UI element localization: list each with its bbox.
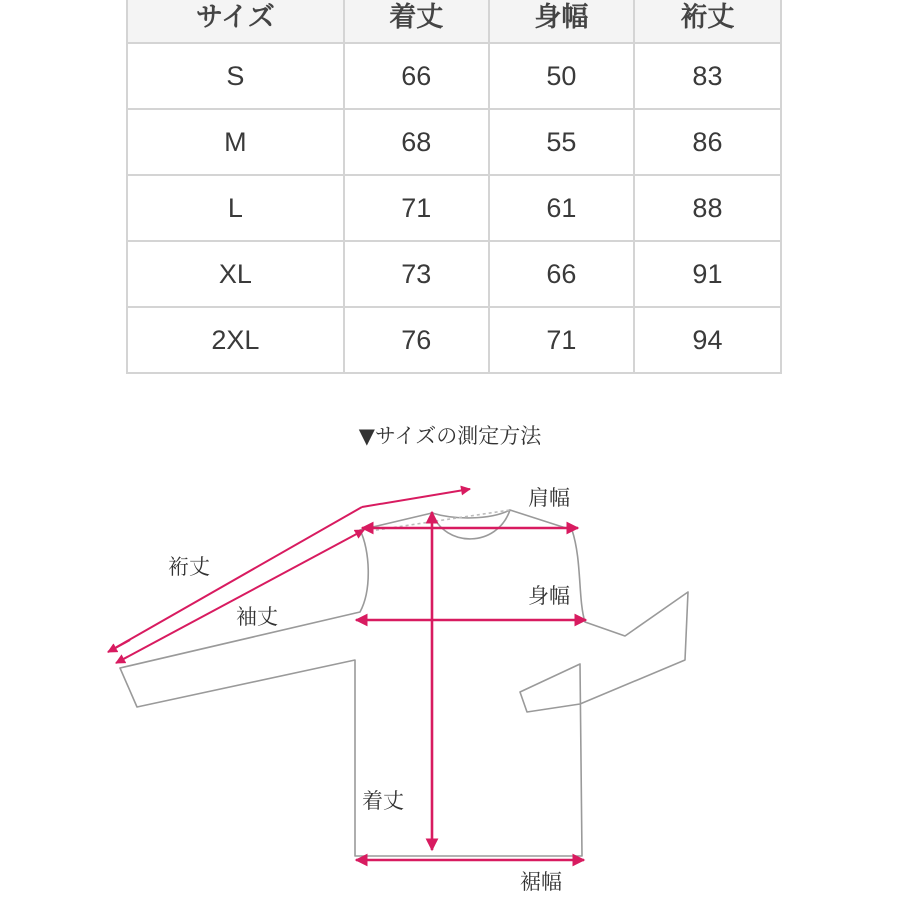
table-header-row: [128, 0, 780, 44]
cell-size: M: [128, 110, 345, 176]
label-sleeve-total: 裄丈: [168, 555, 210, 579]
cell-size: S: [128, 44, 345, 110]
table-row: [128, 242, 780, 308]
cell-body-width: 61: [490, 176, 635, 242]
cell-body-width: 55: [490, 110, 635, 176]
cell-sleeve-total: 86: [635, 110, 780, 176]
table-row: [128, 110, 780, 176]
cell-length: 71: [345, 176, 490, 242]
label-hem: 裾幅: [520, 870, 562, 894]
sleeve-total-arrow-left-head: [108, 640, 130, 652]
header-size: サイズ: [128, 0, 345, 44]
cell-sleeve-total: 88: [635, 176, 780, 242]
sleeve-total-arrow: [108, 507, 362, 652]
cell-body-width: 66: [490, 242, 635, 308]
cell-size: 2XL: [128, 308, 345, 372]
cell-sleeve-total: 94: [635, 308, 780, 372]
table-row: [128, 308, 780, 372]
cell-length: 76: [345, 308, 490, 372]
header-body-width: 身幅: [490, 0, 635, 44]
cell-length: 73: [345, 242, 490, 308]
cell-body-width: 50: [490, 44, 635, 110]
cell-length: 66: [345, 44, 490, 110]
cell-size: XL: [128, 242, 345, 308]
table-row: [128, 176, 780, 242]
label-length: 着丈: [362, 789, 404, 813]
sleeve-arrow: [116, 530, 364, 663]
label-body-width: 身幅: [528, 584, 570, 608]
cell-body-width: 71: [490, 308, 635, 372]
collar-outline: [432, 510, 510, 518]
cell-sleeve-total: 91: [635, 242, 780, 308]
sleeve-total-arrow-right: [362, 489, 470, 507]
header-sleeve-total: 裄丈: [635, 0, 780, 44]
size-table: [126, 0, 782, 374]
table-row: [128, 44, 780, 110]
cell-size: L: [128, 176, 345, 242]
cell-length: 68: [345, 110, 490, 176]
dimension-arrows: [108, 489, 586, 860]
cell-sleeve-total: 83: [635, 44, 780, 110]
header-length: 着丈: [345, 0, 490, 44]
label-sleeve: 袖丈: [236, 605, 278, 629]
measurement-diagram: [0, 460, 900, 900]
label-shoulder: 肩幅: [528, 486, 570, 510]
measure-heading: ▼サイズの測定方法: [358, 424, 542, 448]
